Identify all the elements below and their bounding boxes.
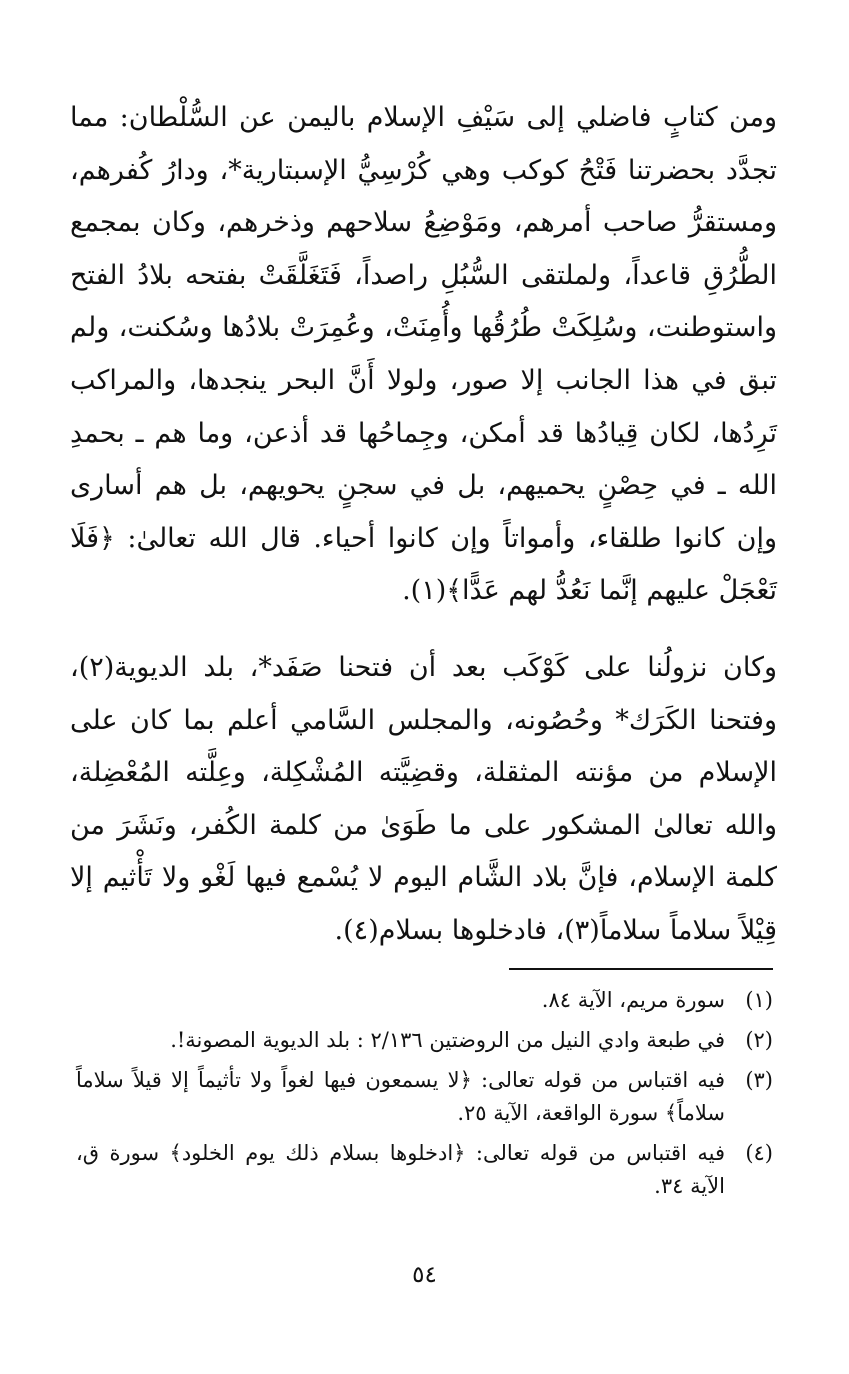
main-text (70, 92, 777, 958)
footnote-text: سورة مريم، الآية ٨٤. (541, 988, 725, 1012)
footnote-text: في طبعة وادي النيل من الروضتين ٢/١٣٦ : بلد الديوية المصونة!. (170, 1028, 725, 1052)
footnote-1 (76, 984, 773, 1017)
footnotes (76, 984, 773, 1210)
footnote-text: فيه اقتباس من قوله تعالى: ﴿لا يسمعون فيها لغواً ولا تأثيماً إلا قيلاً سلاماً سلاماً﴾ سورة الواقعة، الآية ٢٥. (76, 1068, 725, 1125)
footnote-number: (٣) (745, 1068, 773, 1092)
footnote-number: (٢) (745, 1028, 773, 1052)
paragraph-spacer (70, 618, 777, 642)
footnote-4 (76, 1137, 773, 1203)
footnote-divider (509, 968, 773, 970)
footnote-number: (١) (745, 988, 773, 1012)
footnote-2 (76, 1024, 773, 1057)
footnote-3 (76, 1064, 773, 1130)
footnote-number: (٤) (745, 1141, 773, 1165)
footnote-text: فيه اقتباس من قوله تعالى: ﴿ادخلوها بسلام ذلك يوم الخلود﴾ سورة ق، الآية ٣٤. (76, 1141, 725, 1198)
body-paragraph-2: وكان نزولُنا على كَوْكَب بعد أن فتحنا صَفَد*، بلد الديوية(٢)، وفتحنا الكَرَك* وحُصُونه، والمجلس السَّامي أعلم بما كان على الإسلام من مؤنته المثقلة، وقضِيَّته المُشْكِلة، وعِلَّته المُعْضِلة، والله تعالىٰ المشكور على ما طَوَىٰ من كلمة الكُفر، ونَشَرَ من كلمة الإسلام، فإنَّ بلاد الشَّام اليوم لا يُسْمع فيها لَغْو ولا تَأْثيم إلا قِيْلاً سلاماً سلاماً(٣)، فادخلوها بسلام(٤). (70, 651, 777, 946)
body-paragraph-1: ومن كتابٍ فاضلي إلى سَيْفِ الإسلام باليمن عن السُّلْطان: مما تجدَّد بحضرتنا فَتْحُ كوكب وهي كُرْسِيُّ الإسبتارية*، ودارُ كُفرهم، ومستقرُّ صاحب أمرهم، ومَوْضِعُ سلاحهم وذخرهم، وكان بمجمع الطُّرُقِ قاعداً، ولملتقى السُّبُلِ راصداً، فَتَغَلَّقَتْ بفتحه بلادُ الفتح واستوطنت، وسُلِكَتْ طُرُقُها وأُمِنَتْ، وعُمِرَتْ بلادُها وسُكنت، ولم تبق في هذا الجانب إلا صور، ولولا أَنَّ البحر ينجدها، والمراكب تَرِدُها، لكان قِيادُها قد أمكن، وجِماحُها قد أذعن، وما هم ـ بحمدِ الله ـ في حِصْنٍ يحميهم، بل في سجنٍ يحويهم، بل هم أسارى وإن كانوا طلقاء، وأمواتاً وإن كانوا أحياء. قال الله تعالىٰ: ﴿فَلَا تَعْجَلْ عليهم إنَّما نَعُدُّ لهم عَدًّا﴾(١). (70, 102, 777, 607)
page-number: ٥٤ (412, 1262, 437, 1288)
